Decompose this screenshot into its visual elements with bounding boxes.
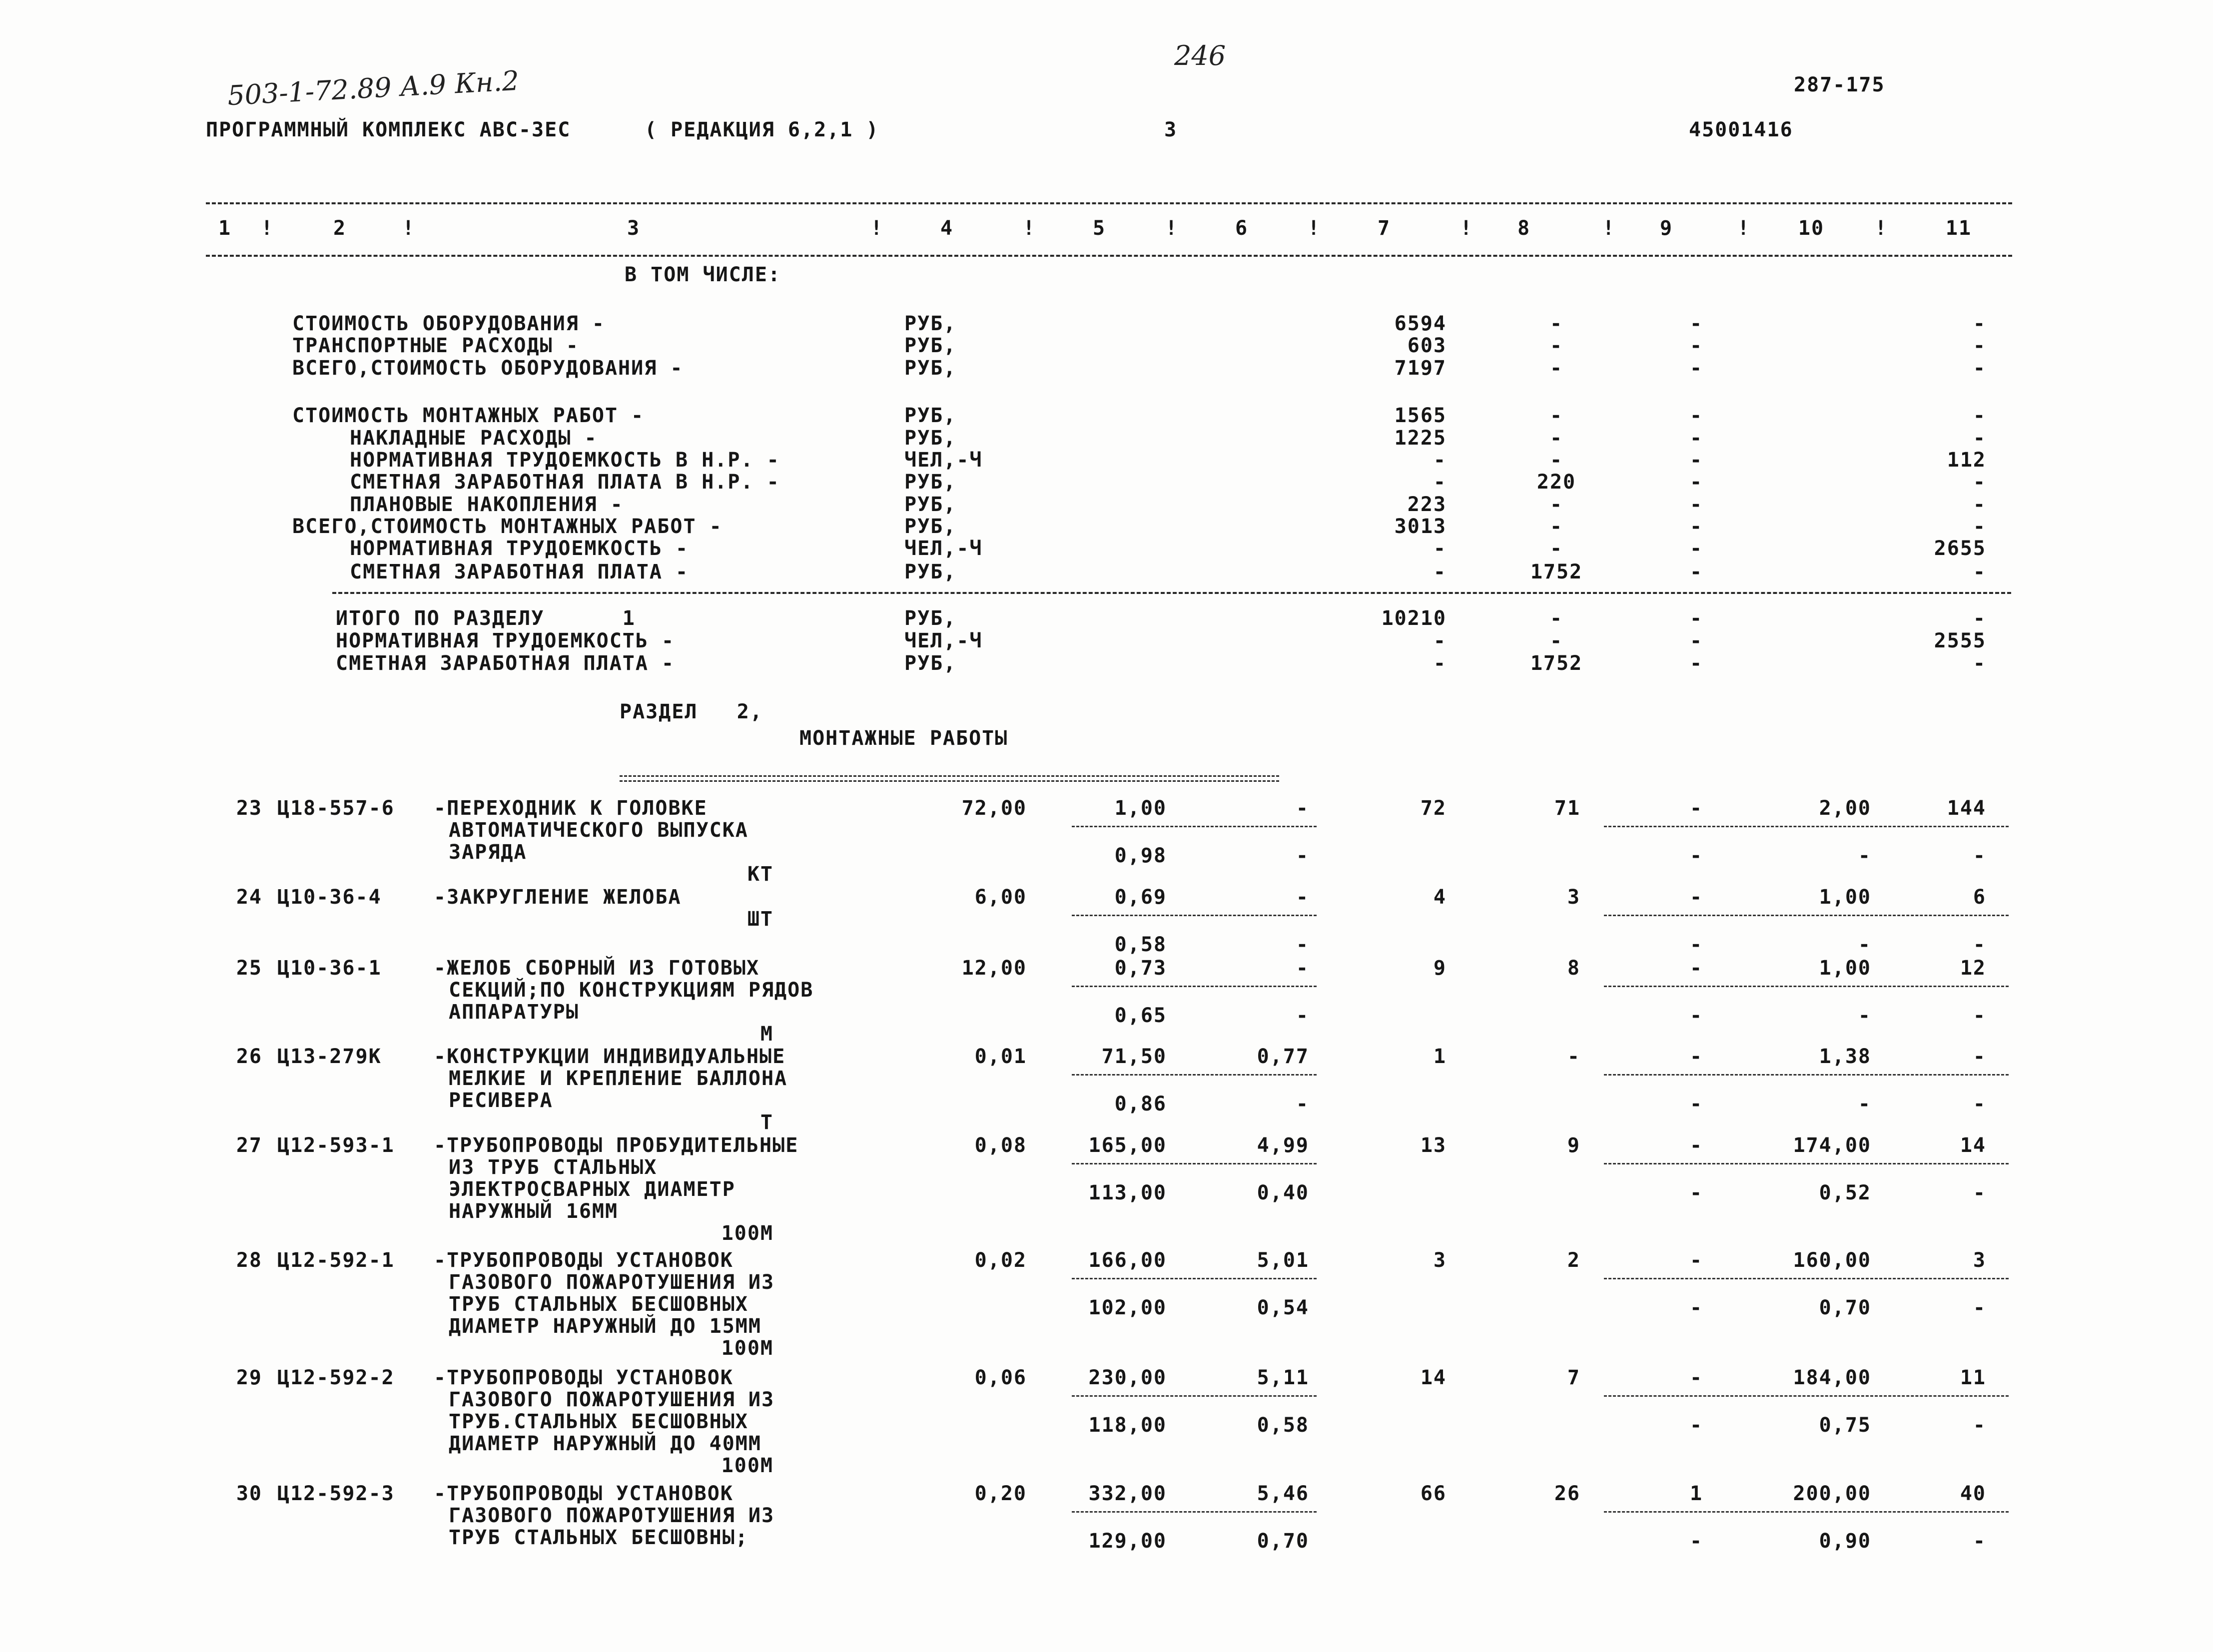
summary-col7: 1565 <box>1394 404 1447 427</box>
summary-col11: - <box>1973 471 1986 494</box>
summary-col7: 6594 <box>1394 312 1447 335</box>
totals-col9: - <box>1689 629 1703 652</box>
summary-label: НОРМАТИВНАЯ ТРУДОЕМКОСТЬ - <box>350 537 689 560</box>
totals-col8: - <box>1549 607 1563 630</box>
item-col6-bottom: - <box>1296 1004 1309 1027</box>
item-description-line: -ПЕРЕХОДНИК К ГОЛОВКЕ <box>434 797 708 820</box>
column-separator: ! <box>1460 217 1474 240</box>
item-col6-top: 5,01 <box>1257 1249 1309 1272</box>
summary-col8: - <box>1549 449 1563 472</box>
column-header-1: 1 <box>218 217 232 240</box>
item-code: Ц13-279К <box>277 1045 382 1068</box>
item-code: Ц12-592-3 <box>277 1482 395 1505</box>
summary-col7: - <box>1433 560 1447 583</box>
item-underline <box>1072 1511 1317 1513</box>
column-separator: ! <box>1165 217 1179 240</box>
totals-col7: 10210 <box>1381 607 1447 630</box>
summary-col7: - <box>1433 471 1447 494</box>
summary-col8: 1752 <box>1530 560 1583 583</box>
item-unit: 100М <box>721 1222 773 1245</box>
item-col11-top: 144 <box>1947 797 1986 820</box>
section-double-rule <box>620 775 1279 782</box>
item-col8: 3 <box>1567 886 1580 909</box>
item-col10-top: 1,00 <box>1819 957 1871 980</box>
item-col6-bottom: - <box>1296 1093 1309 1115</box>
item-col9-top: - <box>1689 957 1703 980</box>
item-number: 26 <box>236 1045 262 1068</box>
totals-unit: РУБ, <box>904 607 957 630</box>
item-col9-bottom: - <box>1689 1530 1703 1553</box>
item-col7: 72 <box>1420 797 1447 820</box>
item-description-line: -ТРУБОПРОВОДЫ УСТАНОВОК <box>434 1482 734 1505</box>
item-col10-bottom: 0,70 <box>1819 1296 1871 1319</box>
item-col11-top: 3 <box>1973 1249 1986 1272</box>
item-col9-top: - <box>1689 797 1703 820</box>
item-code: Ц10-36-1 <box>277 957 382 980</box>
item-underline-right <box>1604 1163 2009 1164</box>
item-col6-top: - <box>1296 797 1309 820</box>
item-underline <box>1072 826 1317 827</box>
summary-unit: РУБ, <box>904 312 957 335</box>
item-description-line: ИЗ ТРУБ СТАЛЬНЫХ <box>449 1156 658 1179</box>
summary-col11: 112 <box>1947 449 1986 472</box>
summary-col8: 220 <box>1536 471 1576 494</box>
item-col11-top: 12 <box>1960 957 1986 980</box>
item-description-line: ДИАМЕТР НАРУЖНЫЙ ДО 40ММ <box>449 1432 761 1455</box>
summary-label: ПЛАНОВЫЕ НАКОПЛЕНИЯ - <box>350 493 624 516</box>
summary-col8: - <box>1549 334 1563 357</box>
column-header-8: 8 <box>1517 217 1531 240</box>
summary-col7: - <box>1433 537 1447 560</box>
item-description-line: -ЗАКРУГЛЕНИЕ ЖЕЛОБА <box>434 886 682 909</box>
item-col5-top: 166,00 <box>1088 1249 1167 1272</box>
item-col11-bottom: - <box>1973 933 1986 956</box>
item-col11-top: - <box>1973 1045 1986 1068</box>
item-number: 28 <box>236 1249 262 1272</box>
item-col5-top: 71,50 <box>1101 1045 1167 1068</box>
totals-unit: ЧЕЛ,-Ч <box>904 629 983 652</box>
summary-label: СТОИМОСТЬ МОНТАЖНЫХ РАБОТ - <box>292 404 645 427</box>
column-header-9: 9 <box>1659 217 1673 240</box>
item-col9-bottom: - <box>1689 1181 1703 1204</box>
item-col10-bottom: - <box>1858 1004 1871 1027</box>
item-description-line: ТРУБ СТАЛЬНЫХ БЕСШОВНЫХ <box>449 1293 748 1316</box>
column-header-11: 11 <box>1945 217 1972 240</box>
item-description-line: МЕЛКИЕ И КРЕПЛЕНИЕ БАЛЛОНА <box>449 1067 788 1090</box>
totals-rule <box>332 592 2011 594</box>
summary-col11: 2655 <box>1934 537 1986 560</box>
summary-col8: - <box>1549 357 1563 380</box>
item-quantity: 0,02 <box>974 1249 1027 1272</box>
summary-label: ТРАНСПОРТНЫЕ РАСХОДЫ - <box>292 334 579 357</box>
item-underline <box>1072 986 1317 987</box>
item-underline-right <box>1604 915 2009 916</box>
item-code: Ц12-592-2 <box>277 1366 395 1389</box>
item-number: 25 <box>236 957 262 980</box>
item-col6-top: 5,11 <box>1257 1366 1309 1389</box>
totals-col7: - <box>1433 652 1447 675</box>
summary-col9: - <box>1689 357 1703 380</box>
totals-label: ИТОГО ПО РАЗДЕЛУ 1 <box>336 607 636 630</box>
item-description-line: АВТОМАТИЧЕСКОГО ВЫПУСКА <box>449 819 748 842</box>
summary-col11: - <box>1973 312 1986 335</box>
item-col10-top: 2,00 <box>1819 797 1871 820</box>
item-col9-bottom: - <box>1689 1414 1703 1437</box>
item-col10-bottom: - <box>1858 844 1871 867</box>
item-col11-top: 6 <box>1973 886 1986 909</box>
item-underline-right <box>1604 1278 2009 1279</box>
item-col8: - <box>1567 1045 1580 1068</box>
item-col8: 71 <box>1554 797 1580 820</box>
item-underline-right <box>1604 1074 2009 1076</box>
item-unit: КТ <box>747 863 773 886</box>
item-col9-top: - <box>1689 1134 1703 1157</box>
item-number: 27 <box>236 1134 262 1157</box>
item-description-line: -ТРУБОПРОВОДЫ УСТАНОВОК <box>434 1366 734 1389</box>
item-col5-top: 1,00 <box>1114 797 1167 820</box>
item-col5-bottom: 113,00 <box>1088 1181 1167 1204</box>
item-quantity: 6,00 <box>974 886 1027 909</box>
totals-col8: - <box>1549 629 1563 652</box>
item-quantity: 0,06 <box>974 1366 1027 1389</box>
item-code: Ц12-592-1 <box>277 1249 395 1272</box>
totals-label: НОРМАТИВНАЯ ТРУДОЕМКОСТЬ - <box>336 629 675 652</box>
column-header-10: 10 <box>1798 217 1825 240</box>
item-col9-bottom: - <box>1689 1004 1703 1027</box>
item-description-line: -ТРУБОПРОВОДЫ ПРОБУДИТЕЛЬНЫЕ <box>434 1134 799 1157</box>
summary-label: ВСЕГО,СТОИМОСТЬ МОНТАЖНЫХ РАБОТ - <box>292 515 723 538</box>
item-underline-right <box>1604 986 2009 987</box>
item-col7: 3 <box>1433 1249 1447 1272</box>
header-top-rule <box>206 202 2012 204</box>
summary-col7: - <box>1433 449 1447 472</box>
item-col5-top: 332,00 <box>1088 1482 1167 1505</box>
item-col7: 4 <box>1433 886 1447 909</box>
column-separator: ! <box>1874 217 1888 240</box>
item-col7: 1 <box>1433 1045 1447 1068</box>
column-header-6: 6 <box>1235 217 1249 240</box>
item-unit: ШТ <box>747 908 773 931</box>
item-description-line: ДИАМЕТР НАРУЖНЫЙ ДО 15ММ <box>449 1315 761 1338</box>
item-number: 24 <box>236 886 262 909</box>
totals-col11: - <box>1973 652 1986 675</box>
item-number: 29 <box>236 1366 262 1389</box>
summary-col11: - <box>1973 334 1986 357</box>
handwritten-reference: 503-1-72.89 А.9 Кн.2 <box>226 64 520 112</box>
item-quantity: 0,01 <box>974 1045 1027 1068</box>
item-col6-top: - <box>1296 957 1309 980</box>
item-col6-bottom: 0,40 <box>1257 1181 1309 1204</box>
column-header-5: 5 <box>1092 217 1106 240</box>
sheet-number: 3 <box>1164 118 1178 141</box>
item-col7: 14 <box>1420 1366 1447 1389</box>
item-col11-bottom: - <box>1973 844 1986 867</box>
totals-col9: - <box>1689 607 1703 630</box>
summary-unit: ЧЕЛ,-Ч <box>904 449 983 472</box>
item-unit: М <box>760 1023 773 1046</box>
document-code: 45001416 <box>1689 118 1793 141</box>
summary-title: В ТОМ ЧИСЛЕ: <box>625 263 781 286</box>
item-code: Ц18-557-6 <box>277 797 395 820</box>
summary-col11: - <box>1973 560 1986 583</box>
item-col8: 2 <box>1567 1249 1580 1272</box>
summary-col9: - <box>1689 537 1703 560</box>
summary-col9: - <box>1689 560 1703 583</box>
item-description-line: ЭЛЕКТРОСВАРНЫХ ДИАМЕТР <box>449 1178 736 1201</box>
summary-col8: - <box>1549 312 1563 335</box>
item-col10-bottom: - <box>1858 1093 1871 1115</box>
item-col6-top: 0,77 <box>1257 1045 1309 1068</box>
item-underline <box>1072 915 1317 916</box>
item-description-line: ГАЗОВОГО ПОЖАРОТУШЕНИЯ ИЗ <box>449 1504 775 1527</box>
item-col11-bottom: - <box>1973 1181 1986 1204</box>
item-description-line: СЕКЦИЙ;ПО КОНСТРУКЦИЯМ РЯДОВ <box>449 979 814 1002</box>
item-col6-bottom: - <box>1296 844 1309 867</box>
item-col10-bottom: 0,90 <box>1819 1530 1871 1553</box>
item-col10-bottom: 0,52 <box>1819 1181 1871 1204</box>
item-col6-top: 4,99 <box>1257 1134 1309 1157</box>
document-number: 287-175 <box>1794 73 1885 96</box>
item-quantity: 72,00 <box>961 797 1027 820</box>
item-col10-bottom: 0,75 <box>1819 1414 1871 1437</box>
summary-col9: - <box>1689 404 1703 427</box>
item-col7: 66 <box>1420 1482 1447 1505</box>
item-col6-top: - <box>1296 886 1309 909</box>
summary-col7: 3013 <box>1394 515 1447 538</box>
summary-col7: 7197 <box>1394 357 1447 380</box>
summary-col9: - <box>1689 312 1703 335</box>
summary-col11: - <box>1973 404 1986 427</box>
totals-label: СМЕТНАЯ ЗАРАБОТНАЯ ПЛАТА - <box>336 652 675 675</box>
item-col8: 26 <box>1554 1482 1580 1505</box>
totals-col8: 1752 <box>1530 652 1583 675</box>
item-description-line: ТРУБ СТАЛЬНЫХ БЕСШОВНЫ; <box>449 1526 748 1549</box>
item-col5-bottom: 0,58 <box>1114 933 1167 956</box>
item-description-line: -ТРУБОПРОВОДЫ УСТАНОВОК <box>434 1249 734 1272</box>
item-col5-bottom: 129,00 <box>1088 1530 1167 1553</box>
item-col8: 9 <box>1567 1134 1580 1157</box>
summary-label: СМЕТНАЯ ЗАРАБОТНАЯ ПЛАТА В Н.Р. - <box>350 471 780 494</box>
item-description-line: ТРУБ.СТАЛЬНЫХ БЕСШОВНЫХ <box>449 1410 748 1433</box>
summary-unit: РУБ, <box>904 427 957 450</box>
item-underline <box>1072 1163 1317 1164</box>
summary-label: СМЕТНАЯ ЗАРАБОТНАЯ ПЛАТА - <box>350 560 689 583</box>
item-col10-top: 174,00 <box>1793 1134 1871 1157</box>
column-header-3: 3 <box>627 217 641 240</box>
summary-unit: РУБ, <box>904 493 957 516</box>
column-separator: ! <box>1307 217 1321 240</box>
item-underline-right <box>1604 1395 2009 1397</box>
summary-unit: ЧЕЛ,-Ч <box>904 537 983 560</box>
summary-label: НОРМАТИВНАЯ ТРУДОЕМКОСТЬ В Н.Р. - <box>350 449 780 472</box>
totals-col11: - <box>1973 607 1986 630</box>
handwritten-page-number: 246 <box>1174 40 1226 71</box>
item-underline <box>1072 1278 1317 1279</box>
item-col9-bottom: - <box>1689 844 1703 867</box>
item-unit: Т <box>760 1111 773 1134</box>
summary-unit: РУБ, <box>904 560 957 583</box>
totals-col9: - <box>1689 652 1703 675</box>
summary-unit: РУБ, <box>904 357 957 380</box>
item-col8: 7 <box>1567 1366 1580 1389</box>
item-col7: 9 <box>1433 957 1447 980</box>
column-header-2: 2 <box>333 217 347 240</box>
item-col5-top: 0,69 <box>1114 886 1167 909</box>
item-description-line: АППАРАТУРЫ <box>449 1001 579 1024</box>
totals-unit: РУБ, <box>904 652 957 675</box>
item-col7: 13 <box>1420 1134 1447 1157</box>
item-underline-right <box>1604 1511 2009 1513</box>
item-col5-top: 165,00 <box>1088 1134 1167 1157</box>
item-col6-bottom: 0,70 <box>1257 1530 1309 1553</box>
item-quantity: 0,20 <box>974 1482 1027 1505</box>
item-col5-top: 230,00 <box>1088 1366 1167 1389</box>
item-col5-bottom: 102,00 <box>1088 1296 1167 1319</box>
item-col8: 8 <box>1567 957 1580 980</box>
item-unit: 100М <box>721 1454 773 1477</box>
item-underline <box>1072 1395 1317 1397</box>
summary-label: ВСЕГО,СТОИМОСТЬ ОБОРУДОВАНИЯ - <box>292 357 684 380</box>
section-title: РАЗДЕЛ 2, <box>620 700 763 723</box>
item-col9-top: - <box>1689 886 1703 909</box>
item-quantity: 0,08 <box>974 1134 1027 1157</box>
column-separator: ! <box>870 217 884 240</box>
item-col5-top: 0,73 <box>1114 957 1167 980</box>
summary-unit: РУБ, <box>904 515 957 538</box>
column-separator: ! <box>260 217 274 240</box>
summary-col8: - <box>1549 427 1563 450</box>
summary-col11: - <box>1973 427 1986 450</box>
item-description-line: ЗАРЯДА <box>449 841 527 864</box>
summary-col7: 1225 <box>1394 427 1447 450</box>
item-col11-bottom: - <box>1973 1004 1986 1027</box>
item-unit: 100М <box>721 1337 773 1360</box>
item-col10-top: 1,38 <box>1819 1045 1871 1068</box>
item-col9-bottom: - <box>1689 1093 1703 1115</box>
item-col6-bottom: - <box>1296 933 1309 956</box>
item-col11-bottom: - <box>1973 1296 1986 1319</box>
column-header-4: 4 <box>940 217 954 240</box>
item-col10-top: 160,00 <box>1793 1249 1871 1272</box>
item-col11-bottom: - <box>1973 1093 1986 1115</box>
item-col6-bottom: 0,58 <box>1257 1414 1309 1437</box>
summary-col11: - <box>1973 515 1986 538</box>
item-col5-bottom: 0,65 <box>1114 1004 1167 1027</box>
item-underline <box>1072 1074 1317 1076</box>
item-col11-top: 40 <box>1960 1482 1986 1505</box>
item-quantity: 12,00 <box>961 957 1027 980</box>
summary-col8: - <box>1549 404 1563 427</box>
item-code: Ц10-36-4 <box>277 886 382 909</box>
summary-col9: - <box>1689 427 1703 450</box>
summary-col11: - <box>1973 357 1986 380</box>
item-col10-bottom: - <box>1858 933 1871 956</box>
summary-col8: - <box>1549 493 1563 516</box>
item-col10-top: 200,00 <box>1793 1482 1871 1505</box>
summary-col9: - <box>1689 471 1703 494</box>
item-col9-top: - <box>1689 1045 1703 1068</box>
item-col5-bottom: 0,86 <box>1114 1093 1167 1115</box>
summary-col11: - <box>1973 493 1986 516</box>
item-col6-bottom: 0,54 <box>1257 1296 1309 1319</box>
item-description-line: -КОНСТРУКЦИИ ИНДИВИДУАЛЬНЫЕ <box>434 1045 786 1068</box>
totals-col7: - <box>1433 629 1447 652</box>
summary-unit: РУБ, <box>904 404 957 427</box>
summary-unit: РУБ, <box>904 471 957 494</box>
item-col11-top: 14 <box>1960 1134 1986 1157</box>
item-number: 30 <box>236 1482 262 1505</box>
summary-col9: - <box>1689 334 1703 357</box>
item-col5-bottom: 0,98 <box>1114 844 1167 867</box>
item-col5-bottom: 118,00 <box>1088 1414 1167 1437</box>
header-bottom-rule <box>206 255 2012 257</box>
item-col9-top: - <box>1689 1366 1703 1389</box>
column-separator: ! <box>1737 217 1751 240</box>
item-description-line: ГАЗОВОГО ПОЖАРОТУШЕНИЯ ИЗ <box>449 1388 775 1411</box>
section-subtitle: МОНТАЖНЫЕ РАБОТЫ <box>799 727 1008 750</box>
item-col9-top: - <box>1689 1249 1703 1272</box>
column-separator: ! <box>1602 217 1616 240</box>
item-description-line: РЕСИВЕРА <box>449 1089 553 1112</box>
item-col11-bottom: - <box>1973 1530 1986 1553</box>
column-separator: ! <box>1022 217 1036 240</box>
column-separator: ! <box>402 217 416 240</box>
summary-col9: - <box>1689 449 1703 472</box>
item-col10-top: 1,00 <box>1819 886 1871 909</box>
summary-col7: 223 <box>1407 493 1447 516</box>
program-title: ПРОГРАММНЫЙ КОМПЛЕКС АВС-3ЕС <box>206 118 571 141</box>
item-underline-right <box>1604 826 2009 827</box>
edition-label: ( РЕДАКЦИЯ 6,2,1 ) <box>645 118 879 141</box>
summary-col7: 603 <box>1407 334 1447 357</box>
item-col9-bottom: - <box>1689 1296 1703 1319</box>
summary-label: СТОИМОСТЬ ОБОРУДОВАНИЯ - <box>292 312 605 335</box>
totals-col11: 2555 <box>1934 629 1986 652</box>
summary-unit: РУБ, <box>904 334 957 357</box>
summary-col8: - <box>1549 537 1563 560</box>
item-col11-bottom: - <box>1973 1414 1986 1437</box>
item-col11-top: 11 <box>1960 1366 1986 1389</box>
item-description-line: НАРУЖНЫЙ 16ММ <box>449 1200 619 1223</box>
item-description-line: -ЖЕЛОБ СБОРНЫЙ ИЗ ГОТОВЫХ <box>434 957 760 980</box>
summary-col9: - <box>1689 515 1703 538</box>
item-col9-top: 1 <box>1689 1482 1703 1505</box>
summary-label: НАКЛАДНЫЕ РАСХОДЫ - <box>350 427 598 450</box>
item-col6-top: 5,46 <box>1257 1482 1309 1505</box>
item-col9-bottom: - <box>1689 933 1703 956</box>
column-header-7: 7 <box>1377 217 1391 240</box>
summary-col9: - <box>1689 493 1703 516</box>
item-description-line: ГАЗОВОГО ПОЖАРОТУШЕНИЯ ИЗ <box>449 1271 775 1294</box>
summary-col8: - <box>1549 515 1563 538</box>
item-code: Ц12-593-1 <box>277 1134 395 1157</box>
item-col10-top: 184,00 <box>1793 1366 1871 1389</box>
item-number: 23 <box>236 797 262 820</box>
